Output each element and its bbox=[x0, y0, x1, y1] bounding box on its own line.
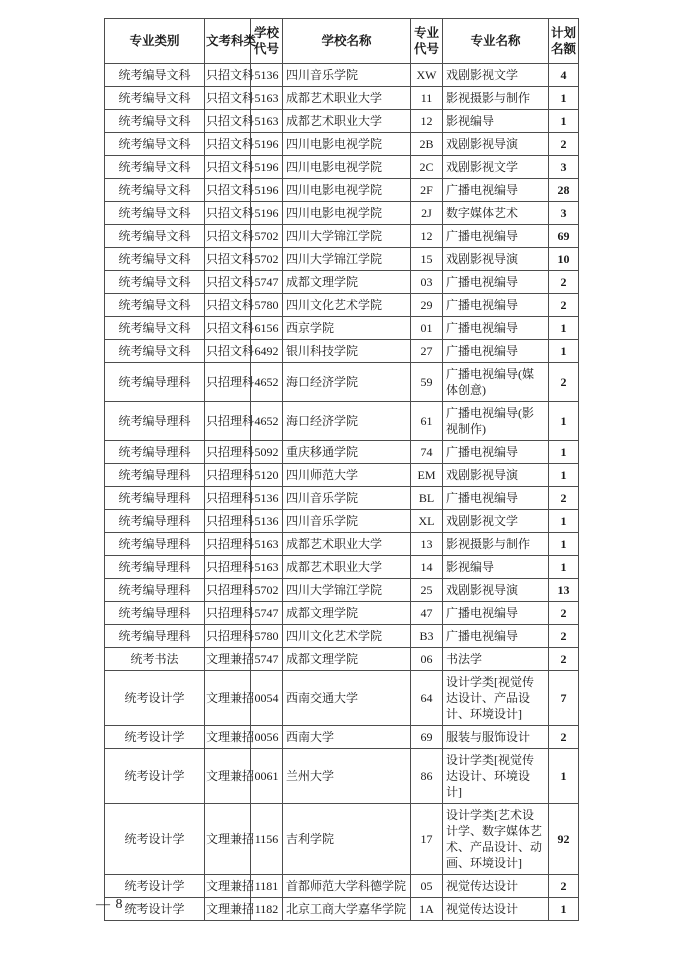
cell-exam-type: 只招文科 bbox=[205, 317, 251, 340]
cell-school-code: 0056 bbox=[251, 726, 283, 749]
cell-major-name: 视觉传达设计 bbox=[443, 898, 549, 921]
cell-exam-type: 只招理科 bbox=[205, 510, 251, 533]
cell-major-category: 统考设计学 bbox=[105, 671, 205, 726]
cell-school-code: 5196 bbox=[251, 202, 283, 225]
table-row bbox=[105, 133, 579, 156]
cell-major-name: 广播电视编导(媒体创意) bbox=[443, 363, 549, 402]
cell-major-category: 统考编导理科 bbox=[105, 602, 205, 625]
cell-school-code: 5702 bbox=[251, 248, 283, 271]
table-header bbox=[105, 19, 579, 64]
cell-school-name: 成都艺术职业大学 bbox=[283, 87, 411, 110]
cell-major-code: EM bbox=[411, 464, 443, 487]
cell-exam-type: 只招理科 bbox=[205, 441, 251, 464]
cell-exam-type: 文理兼招 bbox=[205, 671, 251, 726]
table-row bbox=[105, 464, 579, 487]
table-body bbox=[105, 64, 579, 921]
cell-major-name: 广播电视编导 bbox=[443, 179, 549, 202]
cell-school-code: 5780 bbox=[251, 294, 283, 317]
cell-major-name: 广播电视编导 bbox=[443, 340, 549, 363]
cell-exam-type: 文理兼招 bbox=[205, 726, 251, 749]
cell-school-code: 5702 bbox=[251, 579, 283, 602]
cell-major-name: 戏剧影视导演 bbox=[443, 248, 549, 271]
cell-quota: 2 bbox=[549, 271, 579, 294]
cell-major-code: 47 bbox=[411, 602, 443, 625]
cell-major-code: 1A bbox=[411, 898, 443, 921]
cell-major-category: 统考编导文科 bbox=[105, 133, 205, 156]
cell-school-code: 4652 bbox=[251, 402, 283, 441]
cell-school-name: 重庆移通学院 bbox=[283, 441, 411, 464]
cell-school-code: 5196 bbox=[251, 156, 283, 179]
header-school-code: 学校代号 bbox=[251, 19, 283, 64]
cell-school-code: 5136 bbox=[251, 510, 283, 533]
cell-quota: 4 bbox=[549, 64, 579, 87]
cell-quota: 1 bbox=[549, 556, 579, 579]
cell-school-code: 5120 bbox=[251, 464, 283, 487]
cell-exam-type: 只招文科 bbox=[205, 202, 251, 225]
cell-quota: 3 bbox=[549, 156, 579, 179]
cell-exam-type: 只招文科 bbox=[205, 156, 251, 179]
table-row bbox=[105, 441, 579, 464]
cell-school-code: 6492 bbox=[251, 340, 283, 363]
cell-major-name: 设计学类[视觉传达设计、环境设计] bbox=[443, 749, 549, 804]
cell-quota: 1 bbox=[549, 441, 579, 464]
cell-major-code: 59 bbox=[411, 363, 443, 402]
cell-major-category: 统考编导理科 bbox=[105, 441, 205, 464]
cell-exam-type: 只招理科 bbox=[205, 602, 251, 625]
cell-quota: 69 bbox=[549, 225, 579, 248]
cell-major-code: 13 bbox=[411, 533, 443, 556]
cell-quota: 10 bbox=[549, 248, 579, 271]
cell-major-code: 27 bbox=[411, 340, 443, 363]
cell-major-category: 统考编导理科 bbox=[105, 579, 205, 602]
cell-exam-type: 只招理科 bbox=[205, 464, 251, 487]
cell-major-category: 统考设计学 bbox=[105, 749, 205, 804]
cell-exam-type: 文理兼招 bbox=[205, 804, 251, 875]
cell-school-code: 5163 bbox=[251, 87, 283, 110]
cell-major-code: 29 bbox=[411, 294, 443, 317]
cell-major-category: 统考书法 bbox=[105, 648, 205, 671]
cell-major-code: 11 bbox=[411, 87, 443, 110]
cell-major-category: 统考编导文科 bbox=[105, 294, 205, 317]
cell-major-code: 61 bbox=[411, 402, 443, 441]
cell-exam-type: 只招文科 bbox=[205, 133, 251, 156]
cell-exam-type: 只招理科 bbox=[205, 402, 251, 441]
cell-school-name: 四川大学锦江学院 bbox=[283, 225, 411, 248]
table-row bbox=[105, 248, 579, 271]
table-row bbox=[105, 225, 579, 248]
cell-major-name: 广播电视编导(影视制作) bbox=[443, 402, 549, 441]
cell-school-name: 成都文理学院 bbox=[283, 271, 411, 294]
cell-school-name: 海口经济学院 bbox=[283, 402, 411, 441]
cell-school-name: 西京学院 bbox=[283, 317, 411, 340]
table-row bbox=[105, 317, 579, 340]
cell-school-code: 5747 bbox=[251, 648, 283, 671]
cell-major-code: 64 bbox=[411, 671, 443, 726]
cell-school-code: 5747 bbox=[251, 271, 283, 294]
cell-school-name: 四川音乐学院 bbox=[283, 64, 411, 87]
cell-school-code: 5196 bbox=[251, 133, 283, 156]
cell-school-name: 四川电影电视学院 bbox=[283, 179, 411, 202]
cell-school-name: 北京工商大学嘉华学院 bbox=[283, 898, 411, 921]
cell-school-name: 海口经济学院 bbox=[283, 363, 411, 402]
cell-exam-type: 只招理科 bbox=[205, 579, 251, 602]
cell-major-name: 视觉传达设计 bbox=[443, 875, 549, 898]
cell-exam-type: 只招文科 bbox=[205, 294, 251, 317]
cell-major-category: 统考编导理科 bbox=[105, 556, 205, 579]
cell-quota: 3 bbox=[549, 202, 579, 225]
cell-major-category: 统考编导理科 bbox=[105, 363, 205, 402]
cell-quota: 28 bbox=[549, 179, 579, 202]
cell-quota: 1 bbox=[549, 510, 579, 533]
cell-exam-type: 文理兼招 bbox=[205, 898, 251, 921]
table-row bbox=[105, 402, 579, 441]
table-row bbox=[105, 179, 579, 202]
cell-major-name: 广播电视编导 bbox=[443, 271, 549, 294]
cell-major-name: 广播电视编导 bbox=[443, 602, 549, 625]
cell-major-category: 统考编导理科 bbox=[105, 464, 205, 487]
cell-quota: 1 bbox=[549, 340, 579, 363]
cell-exam-type: 只招文科 bbox=[205, 179, 251, 202]
cell-major-name: 广播电视编导 bbox=[443, 294, 549, 317]
header-row bbox=[105, 19, 579, 64]
cell-quota: 1 bbox=[549, 464, 579, 487]
cell-school-name: 成都文理学院 bbox=[283, 648, 411, 671]
cell-school-name: 四川电影电视学院 bbox=[283, 133, 411, 156]
header-school-name: 学校名称 bbox=[283, 19, 411, 64]
cell-school-name: 成都文理学院 bbox=[283, 602, 411, 625]
cell-quota: 2 bbox=[549, 133, 579, 156]
cell-exam-type: 文理兼招 bbox=[205, 749, 251, 804]
cell-major-category: 统考设计学 bbox=[105, 726, 205, 749]
table-row bbox=[105, 487, 579, 510]
cell-school-code: 5163 bbox=[251, 533, 283, 556]
table-row bbox=[105, 510, 579, 533]
cell-major-name: 数字媒体艺术 bbox=[443, 202, 549, 225]
cell-school-code: 5702 bbox=[251, 225, 283, 248]
cell-exam-type: 只招理科 bbox=[205, 487, 251, 510]
cell-quota: 92 bbox=[549, 804, 579, 875]
cell-school-code: 1156 bbox=[251, 804, 283, 875]
cell-quota: 1 bbox=[549, 533, 579, 556]
table-row bbox=[105, 340, 579, 363]
cell-school-name: 四川文化艺术学院 bbox=[283, 625, 411, 648]
cell-exam-type: 文理兼招 bbox=[205, 648, 251, 671]
cell-exam-type: 只招文科 bbox=[205, 248, 251, 271]
cell-school-code: 6156 bbox=[251, 317, 283, 340]
cell-major-name: 广播电视编导 bbox=[443, 225, 549, 248]
cell-school-code: 5163 bbox=[251, 556, 283, 579]
cell-school-name: 四川电影电视学院 bbox=[283, 202, 411, 225]
table-row bbox=[105, 804, 579, 875]
cell-school-name: 银川科技学院 bbox=[283, 340, 411, 363]
cell-major-code: 25 bbox=[411, 579, 443, 602]
cell-major-category: 统考编导文科 bbox=[105, 317, 205, 340]
cell-school-code: 5136 bbox=[251, 64, 283, 87]
cell-major-code: 12 bbox=[411, 110, 443, 133]
cell-major-name: 设计学类[视觉传达设计、产品设计、环境设计] bbox=[443, 671, 549, 726]
table-row bbox=[105, 202, 579, 225]
cell-exam-type: 只招文科 bbox=[205, 87, 251, 110]
cell-school-name: 西南大学 bbox=[283, 726, 411, 749]
table-row bbox=[105, 898, 579, 921]
cell-quota: 2 bbox=[549, 625, 579, 648]
table-row bbox=[105, 648, 579, 671]
cell-major-name: 戏剧影视文学 bbox=[443, 156, 549, 179]
cell-major-category: 统考编导文科 bbox=[105, 64, 205, 87]
table-row bbox=[105, 110, 579, 133]
cell-quota: 1 bbox=[549, 749, 579, 804]
cell-major-category: 统考设计学 bbox=[105, 804, 205, 875]
cell-major-category: 统考编导理科 bbox=[105, 533, 205, 556]
cell-major-category: 统考编导理科 bbox=[105, 487, 205, 510]
cell-major-code: 14 bbox=[411, 556, 443, 579]
header-exam-type: 文考科类 bbox=[205, 19, 251, 64]
cell-major-code: 15 bbox=[411, 248, 443, 271]
cell-exam-type: 只招理科 bbox=[205, 363, 251, 402]
cell-school-name: 四川文化艺术学院 bbox=[283, 294, 411, 317]
cell-major-category: 统考编导理科 bbox=[105, 510, 205, 533]
cell-quota: 1 bbox=[549, 110, 579, 133]
table-row bbox=[105, 625, 579, 648]
cell-major-name: 戏剧影视文学 bbox=[443, 64, 549, 87]
cell-major-code: XW bbox=[411, 64, 443, 87]
cell-quota: 2 bbox=[549, 294, 579, 317]
cell-quota: 2 bbox=[549, 726, 579, 749]
table-row bbox=[105, 579, 579, 602]
cell-quota: 2 bbox=[549, 602, 579, 625]
cell-major-name: 影视摄影与制作 bbox=[443, 533, 549, 556]
cell-exam-type: 只招文科 bbox=[205, 225, 251, 248]
cell-exam-type: 只招文科 bbox=[205, 340, 251, 363]
table-row bbox=[105, 671, 579, 726]
table-row bbox=[105, 726, 579, 749]
cell-major-category: 统考编导文科 bbox=[105, 156, 205, 179]
cell-quota: 1 bbox=[549, 87, 579, 110]
cell-quota: 1 bbox=[549, 898, 579, 921]
cell-school-name: 四川大学锦江学院 bbox=[283, 579, 411, 602]
table-row bbox=[105, 271, 579, 294]
cell-school-name: 吉利学院 bbox=[283, 804, 411, 875]
cell-school-name: 四川大学锦江学院 bbox=[283, 248, 411, 271]
header-quota: 计划名额 bbox=[549, 19, 579, 64]
table-row bbox=[105, 64, 579, 87]
cell-major-code: 2B bbox=[411, 133, 443, 156]
cell-major-name: 戏剧影视文学 bbox=[443, 510, 549, 533]
table-row bbox=[105, 749, 579, 804]
cell-major-category: 统考编导文科 bbox=[105, 110, 205, 133]
cell-major-category: 统考编导文科 bbox=[105, 271, 205, 294]
cell-major-name: 广播电视编导 bbox=[443, 487, 549, 510]
cell-major-category: 统考设计学 bbox=[105, 898, 205, 921]
cell-school-code: 5780 bbox=[251, 625, 283, 648]
cell-major-code: 17 bbox=[411, 804, 443, 875]
cell-school-name: 兰州大学 bbox=[283, 749, 411, 804]
table-row bbox=[105, 87, 579, 110]
cell-school-code: 5136 bbox=[251, 487, 283, 510]
cell-major-code: BL bbox=[411, 487, 443, 510]
cell-major-name: 戏剧影视导演 bbox=[443, 579, 549, 602]
header-major-category: 专业类别 bbox=[105, 19, 205, 64]
cell-quota: 13 bbox=[549, 579, 579, 602]
cell-school-name: 四川师范大学 bbox=[283, 464, 411, 487]
table-row bbox=[105, 294, 579, 317]
page-number: — 8 — bbox=[96, 897, 143, 912]
cell-school-code: 5092 bbox=[251, 441, 283, 464]
cell-major-code: 86 bbox=[411, 749, 443, 804]
cell-major-code: B3 bbox=[411, 625, 443, 648]
cell-major-category: 统考编导文科 bbox=[105, 340, 205, 363]
cell-quota: 1 bbox=[549, 317, 579, 340]
cell-major-name: 书法学 bbox=[443, 648, 549, 671]
cell-school-code: 0061 bbox=[251, 749, 283, 804]
cell-quota: 2 bbox=[549, 648, 579, 671]
cell-school-name: 成都艺术职业大学 bbox=[283, 533, 411, 556]
cell-school-name: 西南交通大学 bbox=[283, 671, 411, 726]
cell-school-name: 四川音乐学院 bbox=[283, 487, 411, 510]
cell-exam-type: 只招理科 bbox=[205, 533, 251, 556]
cell-major-category: 统考编导文科 bbox=[105, 202, 205, 225]
cell-major-code: 03 bbox=[411, 271, 443, 294]
admission-plan-table bbox=[104, 18, 579, 921]
cell-school-name: 四川音乐学院 bbox=[283, 510, 411, 533]
cell-school-name: 四川电影电视学院 bbox=[283, 156, 411, 179]
table-row bbox=[105, 556, 579, 579]
cell-school-code: 5163 bbox=[251, 110, 283, 133]
cell-major-code: 2F bbox=[411, 179, 443, 202]
cell-exam-type: 只招文科 bbox=[205, 110, 251, 133]
cell-major-name: 设计学类[艺术设计学、数字媒体艺术、产品设计、动画、环境设计] bbox=[443, 804, 549, 875]
cell-school-name: 首都师范大学科德学院 bbox=[283, 875, 411, 898]
cell-school-code: 5196 bbox=[251, 179, 283, 202]
cell-major-name: 戏剧影视导演 bbox=[443, 133, 549, 156]
cell-school-code: 1181 bbox=[251, 875, 283, 898]
cell-major-category: 统考编导文科 bbox=[105, 179, 205, 202]
cell-school-name: 成都艺术职业大学 bbox=[283, 556, 411, 579]
cell-major-name: 服装与服饰设计 bbox=[443, 726, 549, 749]
cell-quota: 2 bbox=[549, 487, 579, 510]
cell-major-category: 统考编导文科 bbox=[105, 248, 205, 271]
cell-major-code: 05 bbox=[411, 875, 443, 898]
table-row bbox=[105, 533, 579, 556]
cell-school-code: 5747 bbox=[251, 602, 283, 625]
cell-major-name: 广播电视编导 bbox=[443, 625, 549, 648]
cell-major-code: 01 bbox=[411, 317, 443, 340]
cell-major-category: 统考编导文科 bbox=[105, 87, 205, 110]
cell-exam-type: 只招理科 bbox=[205, 625, 251, 648]
cell-major-name: 广播电视编导 bbox=[443, 441, 549, 464]
cell-major-name: 影视摄影与制作 bbox=[443, 87, 549, 110]
cell-quota: 1 bbox=[549, 402, 579, 441]
cell-major-code: 69 bbox=[411, 726, 443, 749]
cell-major-name: 影视编导 bbox=[443, 556, 549, 579]
table-row bbox=[105, 602, 579, 625]
cell-quota: 2 bbox=[549, 363, 579, 402]
cell-quota: 7 bbox=[549, 671, 579, 726]
table-row bbox=[105, 875, 579, 898]
header-major-code: 专业代号 bbox=[411, 19, 443, 64]
cell-exam-type: 文理兼招 bbox=[205, 875, 251, 898]
table-row bbox=[105, 363, 579, 402]
cell-major-category: 统考编导理科 bbox=[105, 402, 205, 441]
cell-exam-type: 只招文科 bbox=[205, 271, 251, 294]
cell-major-code: 2J bbox=[411, 202, 443, 225]
cell-school-code: 0054 bbox=[251, 671, 283, 726]
cell-exam-type: 只招文科 bbox=[205, 64, 251, 87]
table-row bbox=[105, 156, 579, 179]
cell-major-category: 统考编导理科 bbox=[105, 625, 205, 648]
header-major-name: 专业名称 bbox=[443, 19, 549, 64]
cell-major-name: 广播电视编导 bbox=[443, 317, 549, 340]
cell-quota: 2 bbox=[549, 875, 579, 898]
cell-major-code: 2C bbox=[411, 156, 443, 179]
cell-school-code: 4652 bbox=[251, 363, 283, 402]
cell-major-code: 06 bbox=[411, 648, 443, 671]
cell-school-name: 成都艺术职业大学 bbox=[283, 110, 411, 133]
cell-major-name: 戏剧影视导演 bbox=[443, 464, 549, 487]
cell-major-code: 74 bbox=[411, 441, 443, 464]
cell-exam-type: 只招理科 bbox=[205, 556, 251, 579]
cell-major-code: 12 bbox=[411, 225, 443, 248]
cell-major-code: XL bbox=[411, 510, 443, 533]
cell-school-code: 1182 bbox=[251, 898, 283, 921]
cell-major-category: 统考编导文科 bbox=[105, 225, 205, 248]
cell-major-category: 统考设计学 bbox=[105, 875, 205, 898]
cell-major-name: 影视编导 bbox=[443, 110, 549, 133]
